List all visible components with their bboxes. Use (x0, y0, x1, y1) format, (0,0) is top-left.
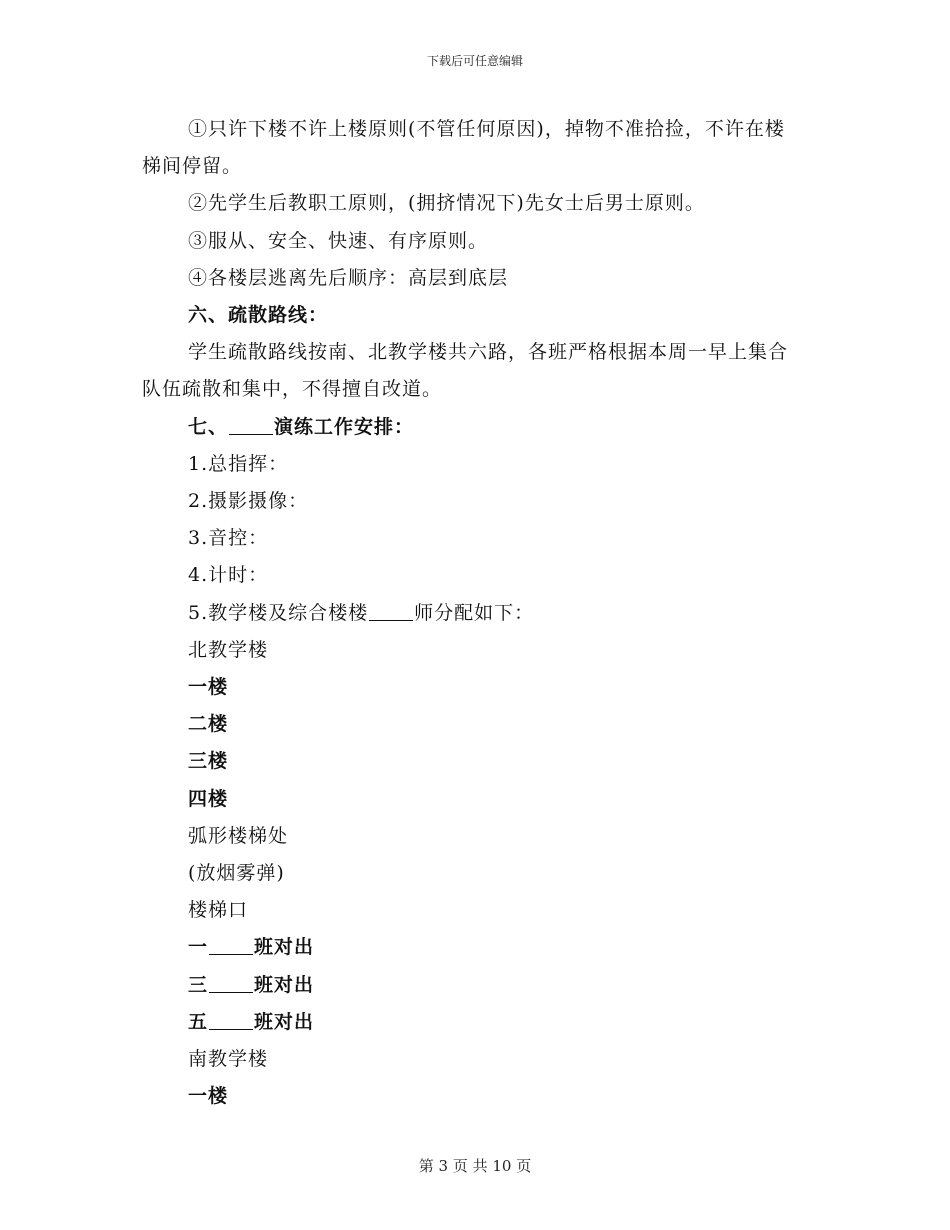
evacuation-route-text: 学生疏散路线按南、北教学楼共六路，各班严格根据本周一早上集合队伍疏散和集中，不得擅自改道。 (142, 341, 789, 401)
document-body (142, 111, 802, 1115)
list-item-commander: 1.总指挥： (188, 452, 289, 475)
class-row-3 (142, 967, 802, 1004)
list-item-audio: 3.音控： (188, 527, 269, 550)
floor-2: 二楼 (188, 713, 229, 736)
stair-entrance: 楼梯口 (188, 899, 249, 922)
blank-line (209, 991, 253, 993)
principle-1: ①只许下楼不许上楼原则(不管任何原因)，掉物不准拾捡，不许在楼梯间停留。 (142, 118, 785, 178)
building-north: 北教学楼 (188, 638, 269, 661)
class-row-5 (142, 1004, 802, 1041)
section-heading-drill-arrangement (142, 409, 802, 446)
principle-4: ④各楼层逃离先后顺序：高层到底层 (188, 266, 509, 289)
class-suffix: 班对出 (254, 973, 315, 996)
class-grade: 五 (188, 1010, 209, 1033)
list-item-photography: 2.摄影摄像： (188, 490, 309, 513)
class-suffix: 班对出 (254, 936, 315, 959)
class-suffix: 班对出 (254, 1010, 315, 1033)
class-grade: 一 (188, 936, 209, 959)
section-heading-evacuation-route: 六、疏散路线： (188, 304, 329, 327)
class-row-1 (142, 929, 802, 966)
principle-2: ②先学生后教职工原则，(拥挤情况下)先女士后男士原则。 (188, 192, 705, 215)
arc-staircase: 弧形楼梯处 (188, 824, 289, 847)
class-grade: 三 (188, 973, 209, 996)
page-footer: 第 3 页 共 10 页 (418, 1157, 532, 1175)
blank-line (209, 953, 253, 955)
page-header-note: 下载后可任意编辑 (426, 54, 523, 68)
blank-line (369, 619, 413, 621)
building-south: 南教学楼 (188, 1048, 269, 1071)
assignment-prefix: 5.教学楼及综合楼楼 (188, 601, 369, 624)
blank-line (229, 433, 273, 435)
principle-3: ③服从、安全、快速、有序原则。 (188, 229, 489, 252)
smoke-bomb-note: (放烟雾弹) (188, 862, 285, 885)
list-item-teacher-assignment (142, 595, 802, 632)
south-floor-1: 一楼 (188, 1085, 229, 1108)
floor-1: 一楼 (188, 676, 229, 699)
list-item-timing: 4.计时： (188, 564, 269, 587)
floor-3: 三楼 (188, 750, 229, 773)
assignment-suffix: 师分配如下： (414, 601, 535, 624)
heading-suffix: 演练工作安排： (274, 415, 415, 438)
blank-line (209, 1028, 253, 1030)
heading-prefix: 七、 (188, 415, 229, 438)
floor-4: 四楼 (188, 787, 229, 810)
